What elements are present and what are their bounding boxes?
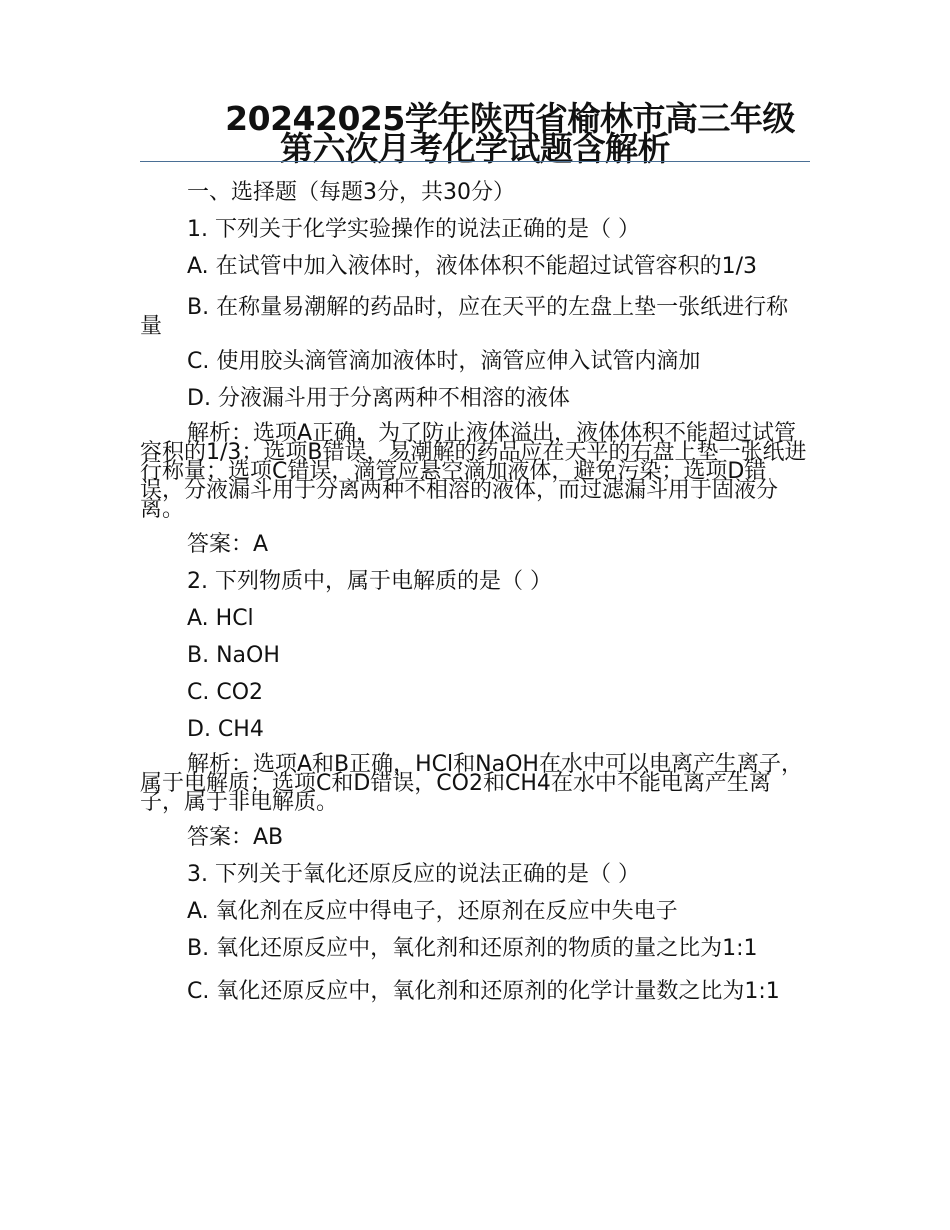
question-3-option-c: C. 氧化还原反应中，氧化剂和还原剂的化学计量数之比为1:1: [187, 979, 780, 1004]
section-heading: 一、选择题（每题3分，共30分）: [187, 180, 515, 205]
document-title: [140, 99, 810, 168]
question-3-option-b: B. 氧化还原反应中，氧化剂和还原剂的物质的量之比为1:1: [187, 936, 758, 961]
question-1-option-d: D. 分液漏斗用于分离两种不相溶的液体: [187, 386, 570, 411]
question-2-option-d: D. CH4: [187, 717, 264, 742]
question-1-option-c: C. 使用胶头滴管滴加液体时，滴管应伸入试管内滴加: [187, 349, 701, 374]
title-line-1: 20242025学年陕西省榆林市高三年级: [225, 99, 795, 138]
question-1-stem: 1. 下列关于化学实验操作的说法正确的是（ ）: [187, 217, 640, 242]
title-line-2: 第六次月考化学试题含解析: [280, 129, 670, 168]
question-2-answer: 答案：AB: [187, 825, 284, 850]
question-3-option-a: A. 氧化剂在反应中得电子，还原剂在反应中失电子: [187, 899, 678, 924]
question-2-analysis: 解析：选项A和B正确，HCl和NaOH在水中可以电离产生离子，属于电解质；选项C和D错误，CO2和CH4在水中不能电离产生离子，属于非电解质。: [140, 752, 803, 815]
question-1-analysis: 解析：选项A正确，为了防止液体溢出，液体体积不能超过试管容积的1/3；选项B错误，易潮解的药品应在天平的右盘上垫一张纸进行称量；选项C错误，滴管应悬空滴加液体，避免污染；选项D错误，分液漏斗用于分离两种不相溶的液体，而过滤漏斗用于固液分离。: [140, 421, 807, 522]
question-2-option-b: B. NaOH: [187, 643, 280, 668]
question-2-option-c: C. CO2: [187, 680, 264, 705]
question-2-option-a: A. HCl: [187, 606, 254, 631]
question-1-option-a: A. 在试管中加入液体时，液体体积不能超过试管容积的1/3: [187, 254, 758, 279]
question-1-answer: 答案：A: [187, 532, 269, 557]
question-2-stem: 2. 下列物质中，属于电解质的是（ ）: [187, 569, 552, 594]
document-body: [140, 181, 810, 1017]
question-1-option-b: B. 在称量易潮解的药品时，应在天平的左盘上垫一张纸进行称量: [140, 295, 789, 339]
question-3-stem: 3. 下列关于氧化还原反应的说法正确的是（ ）: [187, 862, 640, 887]
title-divider: [140, 161, 810, 162]
